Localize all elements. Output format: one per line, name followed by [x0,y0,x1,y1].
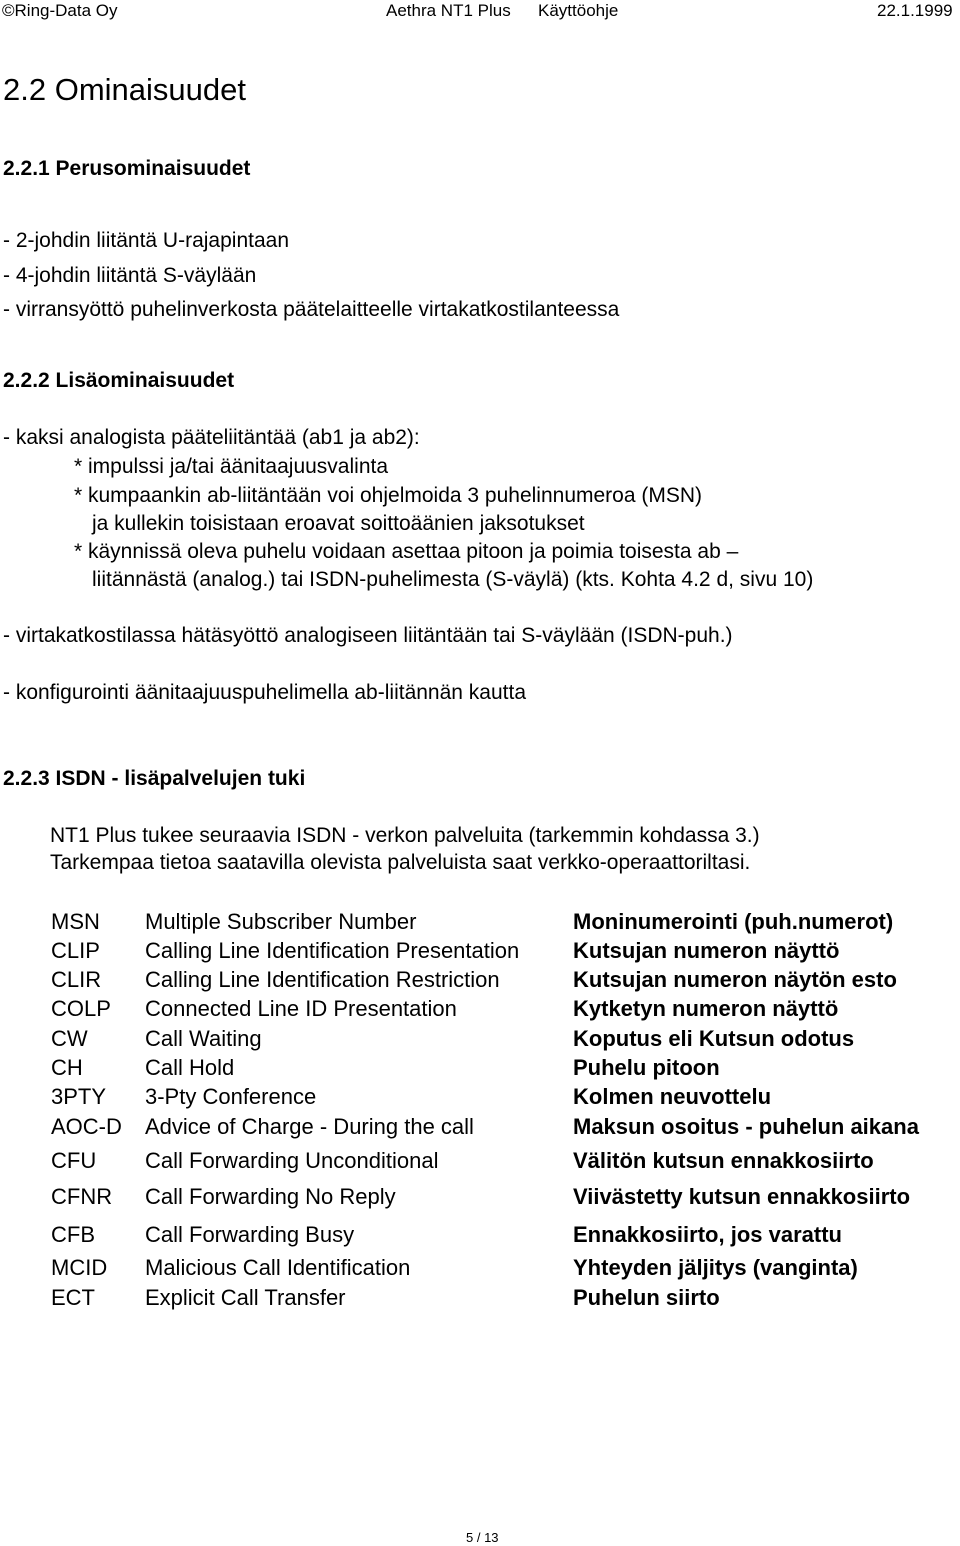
service-code: MCID [51,1255,108,1280]
service-code: ECT [51,1285,95,1310]
service-name: Call Forwarding Unconditional [145,1148,439,1173]
service-name: Advice of Charge - During the call [145,1114,474,1139]
extra-line: - konfigurointi äänitaajuuspuhelimella ab-liitännän kautta [3,681,527,704]
service-name: Explicit Call Transfer [145,1285,346,1310]
extra-heading: 2.2.2 Lisäominaisuudet [3,369,235,392]
extra-line: - virtakatkostilassa hätäsyöttö analogiseen liitäntään tai S-väylään (ISDN-puh.) [3,624,733,647]
section-title: 2.2 Ominaisuudet [3,72,246,107]
extra-line: liitännästä (analog.) tai ISDN-puhelimesta (S-väylä) (kts. Kohta 4.2 d, sivu 10) [92,568,814,591]
isdn-intro: Tarkempaa tietoa saatavilla olevista palveluista saat verkko-operaattoriltasi. [50,851,751,874]
service-name: 3-Pty Conference [145,1084,317,1109]
extra-line: - kaksi analogista pääteliitäntää (ab1 ja ab2): [3,426,420,449]
header-doc-title: Käyttöohje [538,1,619,20]
service-code: CFNR [51,1184,113,1209]
basic-item: - virransyöttö puhelinverkosta päätelaitteelle virtakatkostilanteessa [3,298,620,321]
service-fi: Puhelu pitoon [573,1055,720,1080]
service-fi: Moninumerointi (puh.numerot) [573,909,894,934]
isdn-intro: NT1 Plus tukee seuraavia ISDN - verkon palveluita (tarkemmin kohdassa 3.) [50,824,760,847]
service-name: Calling Line Identification Restriction [145,967,500,992]
service-fi: Ennakkosiirto, jos varattu [573,1222,842,1247]
service-code: CLIP [51,938,100,963]
isdn-heading: 2.2.3 ISDN - lisäpalvelujen tuki [3,767,306,790]
header-company: ©Ring-Data Oy [2,1,118,20]
service-code: CW [51,1026,88,1051]
service-fi: Koputus eli Kutsun odotus [573,1026,855,1051]
extra-line: * käynnissä oleva puhelu voidaan asettaa pitoon ja poimia toisesta ab – [74,540,739,563]
service-name: Call Waiting [145,1026,262,1051]
service-fi: Maksun osoitus - puhelun aikana [573,1114,919,1139]
service-fi: Kutsujan numeron näyttö [573,938,840,963]
service-code: CH [51,1055,83,1080]
service-code: CFB [51,1222,95,1247]
service-code: COLP [51,996,111,1021]
service-name: Call Forwarding No Reply [145,1184,396,1209]
service-name: Connected Line ID Presentation [145,996,457,1021]
service-code: AOC-D [51,1114,122,1139]
basic-item: - 2-johdin liitäntä U-rajapintaan [3,229,289,252]
service-code: MSN [51,909,100,934]
header-date: 22.1.1999 [877,1,953,20]
extra-line: ja kullekin toisistaan eroavat soittoäänien jaksotukset [92,512,585,535]
page-number: 5 / 13 [466,1530,499,1545]
service-fi: Välitön kutsun ennakkosiirto [573,1148,874,1173]
service-fi: Kutsujan numeron näytön esto [573,967,897,992]
service-fi: Kytketyn numeron näyttö [573,996,839,1021]
service-code: CLIR [51,967,102,992]
extra-line: * impulssi ja/tai äänitaajuusvalinta [74,455,389,478]
extra-line: * kumpaankin ab-liitäntään voi ohjelmoida 3 puhelinnumeroa (MSN) [74,484,703,507]
header-product: Aethra NT1 Plus [386,1,511,20]
basic-heading: 2.2.1 Perusominaisuudet [3,157,251,180]
service-name: Multiple Subscriber Number [145,909,417,934]
service-code: 3PTY [51,1084,107,1109]
service-name: Call Forwarding Busy [145,1222,355,1247]
service-name: Call Hold [145,1055,235,1080]
service-fi: Kolmen neuvottelu [573,1084,772,1109]
service-name: Malicious Call Identification [145,1255,411,1280]
service-fi: Yhteyden jäljitys (vanginta) [573,1255,858,1280]
service-fi: Viivästetty kutsun ennakkosiirto [573,1184,911,1209]
service-code: CFU [51,1148,97,1173]
service-name: Calling Line Identification Presentation [145,938,520,963]
basic-item: - 4-johdin liitäntä S-väylään [3,264,257,287]
service-fi: Puhelun siirto [573,1285,720,1310]
